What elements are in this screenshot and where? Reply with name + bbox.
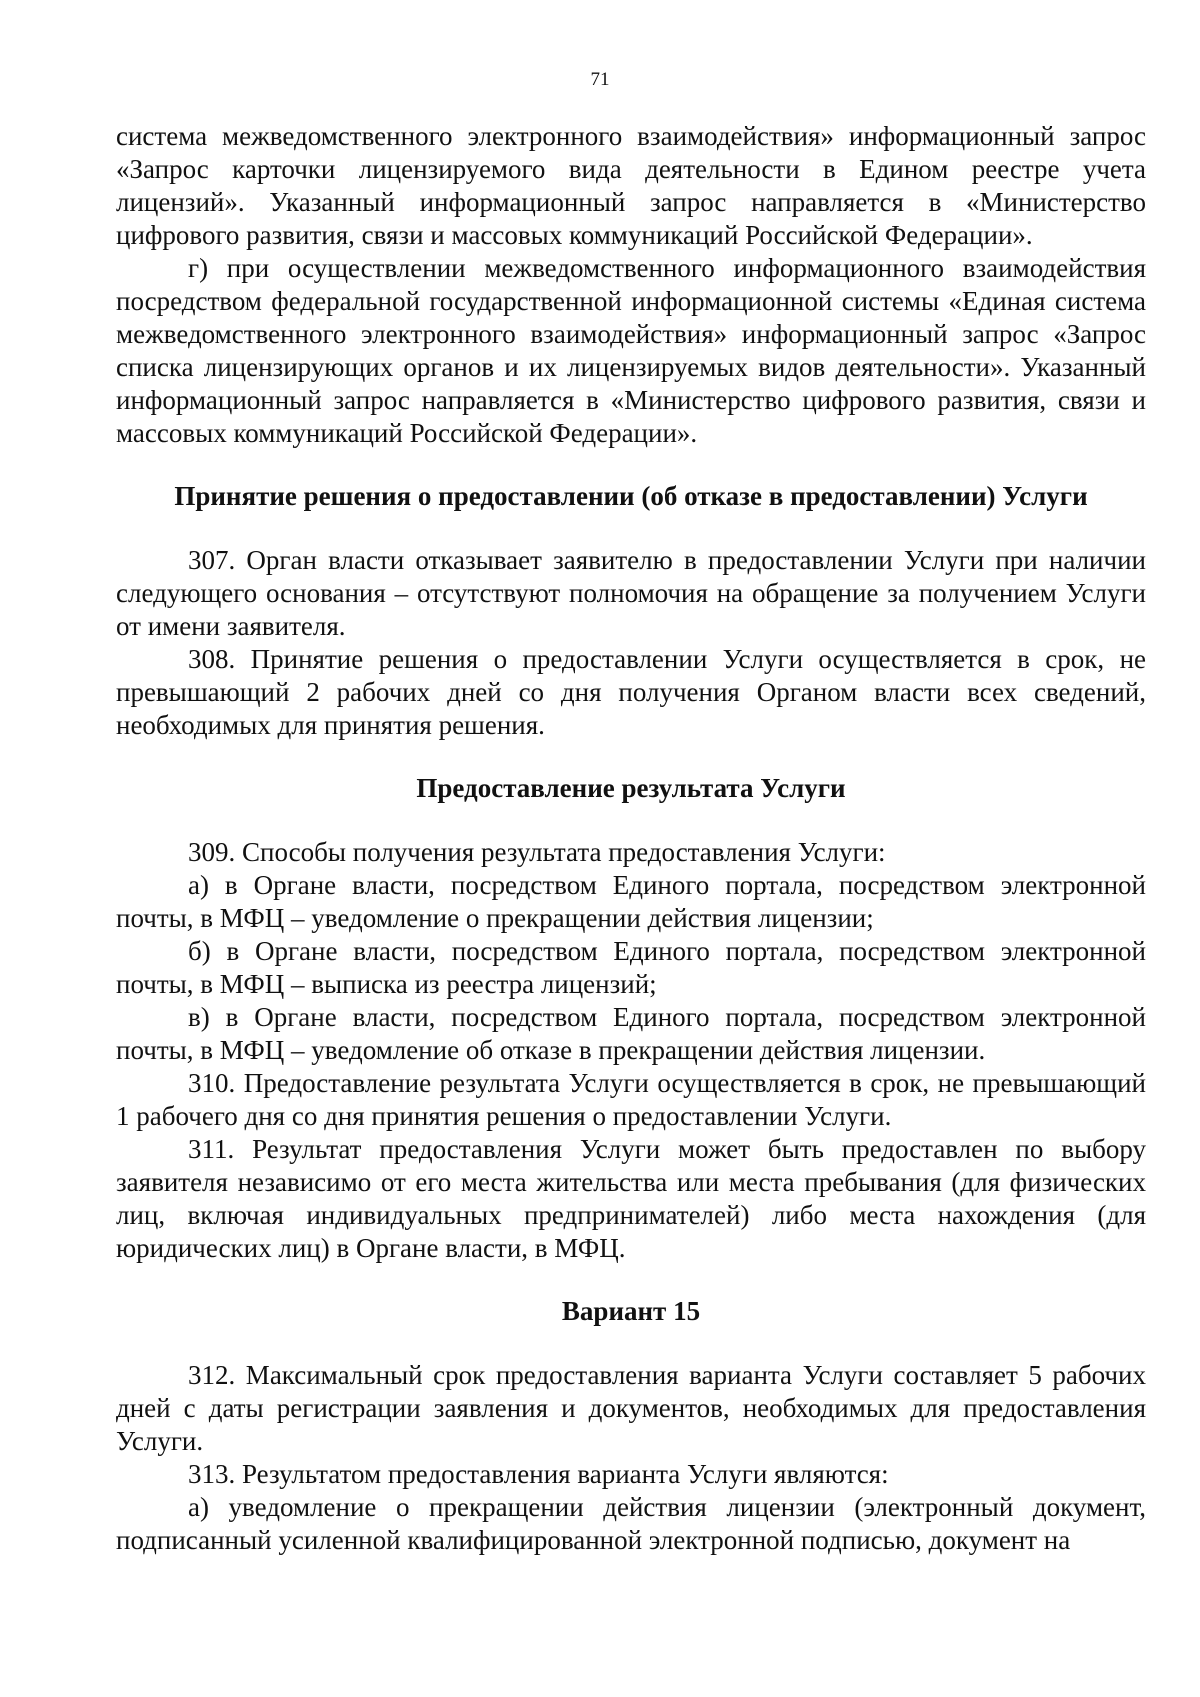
section-heading-decision: Принятие решения о предоставлении (об отказе в предоставлении) Услуги [174,481,1088,511]
page-number: 71 [590,69,610,90]
paragraph-311: 311. Результат предоставления Услуги может быть предоставлен по выбору заявителя независимо от его места жительства или места пребывания (для физических лиц, включая индивидуальных предпринимателей) либо места нахождения (для юридических лиц) в Органе власти, в МФЦ. [116,1134,1146,1263]
paragraph-307: 307. Орган власти отказывает заявителю в предоставлении Услуги при наличии следующего основания – отсутствуют полномочия на обращение за получением Услуги от имени заявителя. [116,545,1146,641]
paragraph-312: 312. Максимальный срок предоставления варианта Услуги составляет 5 рабочих дней с даты регистрации заявления и документов, необходимых для предоставления Услуги. [116,1360,1146,1456]
paragraph-309-v: в) в Органе власти, посредством Единого портала, посредством электронной почты, в МФЦ – уведомление об отказе в прекращении действия лицензии. [116,1002,1146,1065]
section-heading-result: Предоставление результата Услуги [416,773,846,803]
paragraph-313: 313. Результатом предоставления варианта Услуги являются: [188,1459,889,1489]
paragraph-310: 310. Предоставление результата Услуги осуществляется в срок, не превышающий 1 рабочего дня со дня принятия решения о предоставлении Услуги. [116,1068,1146,1131]
paragraph-continuation: система межведомственного электронного взаимодействия» информационный запрос «Запрос карточки лицензируемого вида деятельности в Едином реестре учета лицензий». Указанный информационный запрос направляется в «Министерство цифрового развития, связи и массовых коммуникаций Российской Федерации». [116,121,1146,250]
paragraph-309-a: а) в Органе власти, посредством Единого портала, посредством электронной почты, в МФЦ – уведомление о прекращении действия лицензии; [116,870,1146,933]
paragraph-309-b: б) в Органе власти, посредством Единого портала, посредством электронной почты, в МФЦ – выписка из реестра лицензий; [116,936,1146,999]
section-heading-variant-15: Вариант 15 [561,1296,701,1326]
paragraph-308: 308. Принятие решения о предоставлении Услуги осуществляется в срок, не превышающий 2 рабочих дней со дня получения Органом власти всех сведений, необходимых для принятия решения. [116,644,1146,740]
paragraph-item-g: г) при осуществлении межведомственного информационного взаимодействия посредством федеральной государственной информационной системы «Единая система межведомственного электронного взаимодействия» информационный запрос «Запрос списка лицензирующих органов и их лицензируемых видов деятельности». Указанный информационный запрос направляется в «Министерство цифрового развития, связи и массовых коммуникаций Российской Федерации». [116,253,1146,448]
paragraph-309: 309. Способы получения результата предоставления Услуги: [188,837,886,867]
paragraph-313-a: а) уведомление о прекращении действия лицензии (электронный документ, подписанный усиленной квалифицированной электронной подписью, документ на [116,1492,1146,1555]
document-body [116,120,1146,1557]
